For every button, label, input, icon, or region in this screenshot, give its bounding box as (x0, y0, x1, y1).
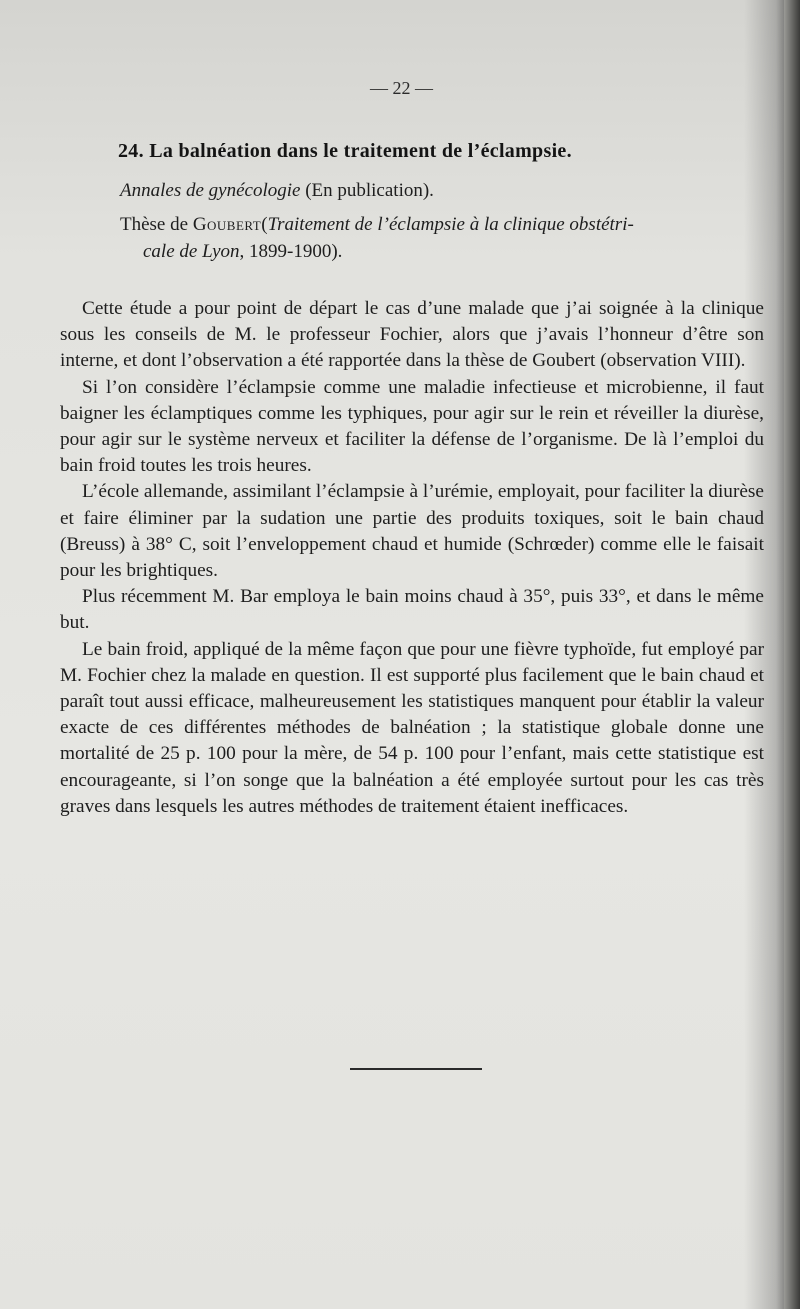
body-text (60, 296, 764, 820)
these-prefix: Thèse de (120, 214, 189, 235)
these-title-line2: cale de Lyon (143, 241, 240, 262)
these-years: , 1899-1900). (239, 241, 343, 262)
reference-these-line1: Thèse de Goubert(Traitement de l’éclampsie à la clinique obstétri- (120, 214, 634, 235)
these-title-line1: Traitement de l’éclampsie à la clinique obstétri- (267, 214, 634, 235)
page-number: — 22 — (370, 78, 433, 98)
reference-annales (120, 180, 434, 202)
book-spine-shadow (784, 0, 800, 1309)
closing-rule (350, 1068, 482, 1070)
annales-status: (En publication). (305, 180, 434, 201)
paragraph-2: Si l’on considère l’éclampsie comme une maladie infectieuse et microbienne, il faut baigner les éclamptiques comme les typhiques, pour agir sur le rein et réveiller la diurèse, pour agir sur le système nerveux et faciliter la défense de l’organisme. De là l’emploi du bain froid toutes les trois heures. (60, 376, 764, 477)
these-author: Goubert (192, 214, 262, 235)
paragraph-1: Cette étude a pour point de départ le cas d’une malade que j’ai soignée à la clinique sous les conseils de M. le professeur Fochier, alors que j’avais l’honneur d’être son interne, et dont l’observation a été rapportée dans la thèse de Goubert (observation VIII). (60, 298, 764, 372)
section-heading: 24. La balnéation dans le traitement de l’éclampsie. (118, 140, 572, 162)
paragraph-5: Le bain froid, appliqué de la même façon que pour une fièvre typhoïde, fut employé par M. Fochier chez la malade en question. Il est supporté plus facilement que le bain chaud et paraît tout aussi efficace, malheureusement les statistiques manquent pour établir la valeur exacte de ces différentes méthodes de balnéation ; la statistique globale donne une mortalité de 25 p. 100 pour la mère, de 54 p. 100 pour l’enfant, mais cette statistique est encourageante, si l’on songe que la balnéation a été employée surtout pour les cas très graves dans lesquels les autres méthodes de traitement étaient inefficaces. (60, 638, 764, 817)
reference-these-line2 (143, 241, 342, 263)
paragraph-4: Plus récemment M. Bar employa le bain moins chaud à 35°, puis 33°, et dans le même but. (60, 586, 764, 634)
annales-journal-title: Annales de gynécologie (120, 180, 301, 201)
paragraph-3: L’école allemande, assimilant l’éclampsie à l’urémie, employait, pour faciliter la diurèse et faire éliminer par la sudation une partie des produits toxiques, soit le bain chaud (Breuss) à 38° C, soit l’enveloppement chaud et humide (Schrœder) comme elle le faisait pour les brightiques. (60, 481, 764, 582)
